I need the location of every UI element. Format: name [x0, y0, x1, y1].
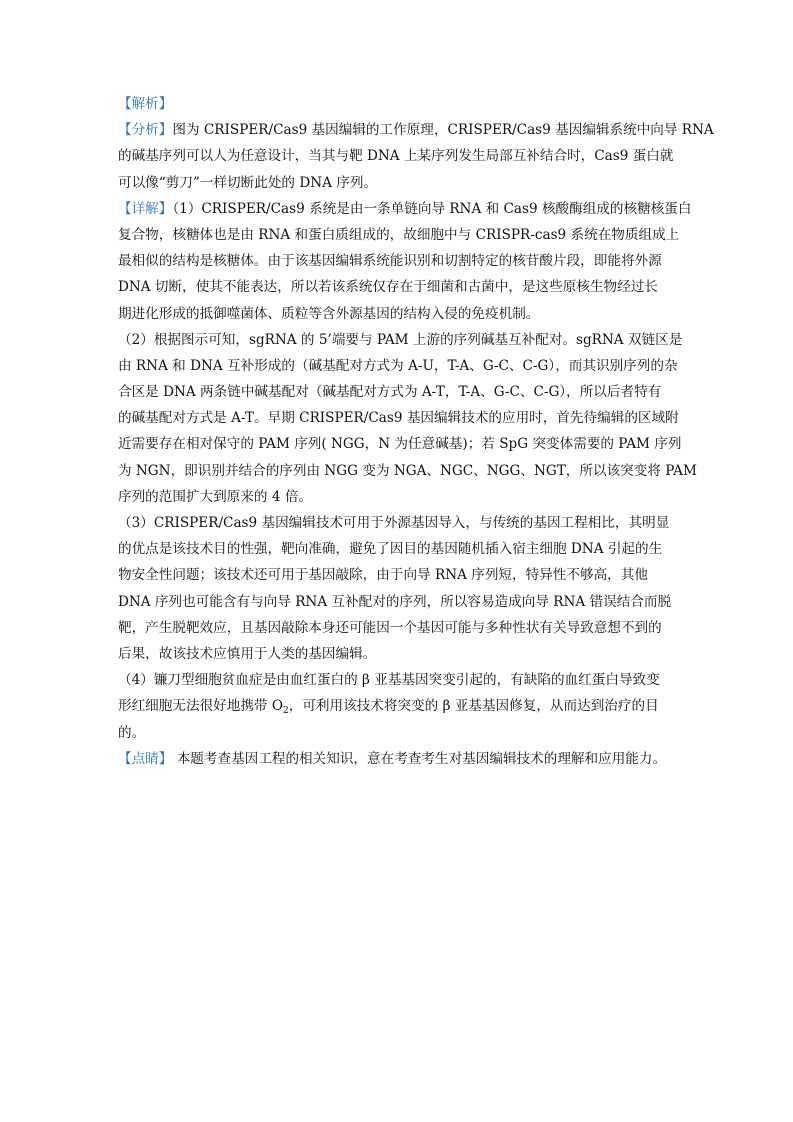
- text-line: DNA 切断，使其不能表达，所以若该系统仅存在于细菌和古菌中，是这些原核生物经过长: [118, 279, 658, 296]
- text-span: 本题考查基因工程的相关知识，意在考查考生对基因编辑技术的理解和应用能力。: [172, 750, 667, 767]
- detail-section-2: [118, 327, 697, 510]
- text-line: 复合物，核糖体也是由 RNA 和蛋白质组成的，故细胞中与 CRISPR-cas9 系统在物质组成上: [118, 226, 680, 243]
- text-line: 合区是 DNA 两条链中碱基配对（碱基配对方式为 A-T，T-A、G-C、C-G），所以后者特有: [118, 384, 662, 401]
- text-line: [118, 196, 692, 222]
- comment-section: [118, 746, 676, 772]
- text-line: 为 NGN，即识别并结合的序列由 NGG 变为 NGA、NGC、NGG、NGT，所以该突变将 PAM: [118, 462, 697, 479]
- text-line: 的。: [118, 724, 146, 741]
- text-line: [118, 746, 676, 772]
- text-line: 后果，故该技术应慎用于人类的基因编辑。: [118, 645, 377, 662]
- text-span: 图为 CRISPER/Cas9 基因编辑的工作原理，CRISPER/Cas9 基因编辑系统中向导 RNA: [172, 122, 714, 139]
- text-line: 序列的范围扩大到原来的 4 倍。: [118, 488, 313, 505]
- text-line: 的碱基配对方式是 A-T。早期 CRISPER/Cas9 基因编辑技术的应用时，首先待编辑的区域附: [118, 410, 679, 427]
- text-line: 靶，产生脱靶效应，且基因敲除本身还可能因一个基因可能与多种性状有关导致意想不到的: [118, 619, 662, 636]
- text-line: 物安全性问题；该技术还可用于基因敲除，由于向导 RNA 序列短，特异性不够高，其他: [118, 567, 648, 584]
- text-line: 的优点是该技术目的性强，靶向准确，避免了因目的基因随机插入宿主细胞 DNA 引起的生: [118, 541, 663, 558]
- text-span: ，可利用该技术将突变的 β 亚基基因修复，从而达到治疗的目: [288, 698, 659, 715]
- text-line: （2）根据图示可知，sgRNA 的 5’端要与 PAM 上游的序列碱基互补配对。sgRNA 双链区是: [118, 331, 683, 348]
- text-line: 期进化形成的抵御噬菌体、质粒等含外源基因的结构入侵的免疫机制。: [118, 305, 540, 322]
- text-span: （1）CRISPER/Cas9 系统是由一条单链向导 RNA 和 Cas9 核酸酶组成的核糖核蛋白: [172, 200, 692, 217]
- analysis-heading: 【解析】: [118, 96, 173, 112]
- text-line: （3）CRISPER/Cas9 基因编辑技术可用于外源基因导入，与传统的基因工程相比，其明显: [118, 515, 670, 531]
- section-tag: 【分析】: [118, 122, 173, 139]
- analysis-section: [118, 117, 714, 196]
- text-line: 由 RNA 和 DNA 互补形成的（碱基配对方式为 A-U，T-A、G-C、C-G），而其识别序列的杂: [118, 357, 678, 374]
- section-tag: 【详解】: [118, 200, 173, 217]
- detail-section-1: [118, 196, 692, 327]
- subscript-2: 2: [283, 706, 289, 717]
- text-span: 形红细胞无法很好地携带 O: [118, 698, 283, 715]
- text-line: [118, 117, 714, 143]
- document-body: [118, 91, 714, 772]
- text-line: 可以像“剪刀”一样切断此处的 DNA 序列。: [118, 174, 378, 191]
- text-line: （4）镰刀型细胞贫血症是由血红蛋白的 β 亚基基因突变引起的，有缺陷的血红蛋白导致变: [118, 672, 660, 689]
- detail-section-3: [118, 510, 676, 667]
- detail-section-4: [118, 667, 676, 746]
- text-line: 最相似的结构是核糖体。由于该基因编辑系统能识别和切割特定的核苷酸片段，即能将外源: [118, 253, 662, 270]
- text-line: DNA 序列也可能含有与向导 RNA 互补配对的序列，所以容易造成向导 RNA 错误结合而脱: [118, 593, 672, 610]
- text-line: 近需要存在相对保守的 PAM 序列( NGG，N 为任意碱基)；若 SpG 突变体需要的 PAM 序列: [118, 436, 682, 453]
- text-line: [118, 693, 676, 719]
- text-line: 的碱基序列可以人为任意设计，当其与靶 DNA 上某序列发生局部互补结合时，Cas9 蛋白就: [118, 148, 674, 165]
- section-tag: 【点睛】: [118, 750, 173, 767]
